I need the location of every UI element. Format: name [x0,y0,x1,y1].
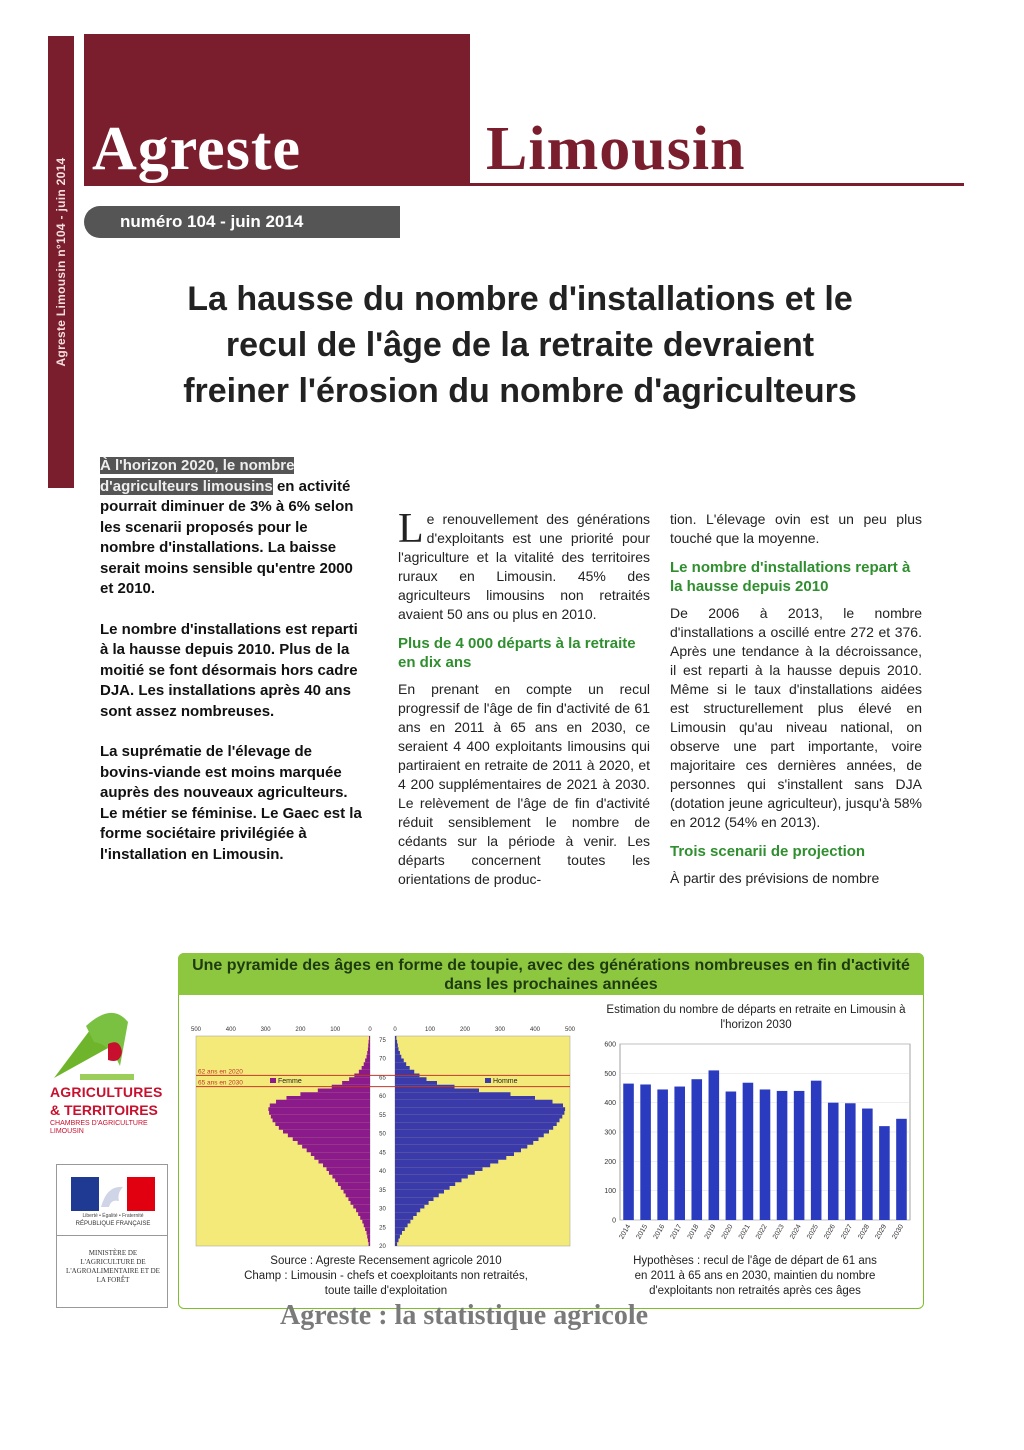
pyramid-bar-femme [327,1167,371,1171]
pyramid-x-tick: 200 [459,1027,471,1033]
bar-note-line-2: en 2011 à 65 ans en 2030, maintien du nombre [634,1270,876,1282]
pyramid-bar-homme [395,1190,444,1194]
bar-2018 [691,1079,702,1220]
bar-2019 [709,1070,720,1220]
pyramid-x-tick: 400 [529,1027,541,1033]
pyramid-bar-femme [368,1239,370,1243]
col1-paragraph-2: En prenant en compte un recul progressif de l'âge de fin d'activité de 61 ans en 2011 à 65 ans en 2030, ce seraient 4 400 exploitants limousins qui partiraient en retraite de 2011 à 2020, et 4 200 supplémentaires de 2021 à 2030. Le relèvement de l'âge de fin d'activité réduit sensiblement le nombre de cédants sur la période à venir. Les départs concernent toutes les orientations de produc- [398,681,650,887]
bar-x-tick: 2023 [771,1223,786,1241]
pyramid-bar-homme [395,1235,400,1239]
legend-swatch-homme [485,1078,491,1083]
pyramid-bar-femme [293,1137,370,1141]
pyramid-bar-femme [338,1182,370,1186]
pyramid-x-tick: 300 [494,1027,506,1033]
pyramid-bar-homme [395,1055,401,1059]
article-column-2 [670,510,922,888]
summary-paragraph-2: Le nombre d'installations est reparti à la hausse depuis 2010. Plus de la moitié se font désormais hors cadre DJA. Les installations après 40 ans sont assez nombreuses. [100,620,358,720]
marianne-flag-icon [71,1177,155,1211]
pyramid-y-tick: 30 [379,1206,386,1213]
col1-heading: Plus de 4 000 départs à la retraite en dix ans [398,635,636,671]
col2-paragraph-3: À partir des prévisions de nombre [670,870,880,886]
pyramid-bar-femme [362,1220,370,1224]
pyramid-y-tick: 45 [379,1150,386,1157]
pyramid-bar-homme [395,1104,563,1108]
pyramid-bar-femme [300,1092,370,1096]
pyramid-bar-homme [395,1122,557,1126]
bar-x-tick: 2014 [618,1223,633,1241]
pyramid-y-tick: 60 [379,1094,386,1100]
bar-2028 [862,1109,873,1220]
pyramid-bar-femme [368,1047,370,1051]
pyramid-bar-homme [395,1070,414,1074]
bar-2026 [828,1103,839,1220]
pyramid-bar-femme [341,1186,370,1190]
pyramid-bar-homme [395,1242,397,1246]
bar-y-tick: 400 [604,1100,616,1108]
pyramid-bar-homme [395,1137,539,1141]
pyramid-bar-homme [395,1201,429,1205]
col1-p1-text: e renouvellement des générations d'exploitants est une priorité pour l'agriculture et la vitalité des territoires ruraux en Limousin. 45% des agriculteurs limousins non retraités avaient 50 ans ou plus en 2010. [398,511,650,622]
headline-line-1: La hausse du nombre d'installations et le [187,280,853,318]
pyramid-bar-femme [369,1040,370,1044]
pyramid-bar-homme [395,1051,400,1055]
ag-name-1: AGRICULTURES [50,1084,163,1100]
pyramid-bar-homme [395,1179,462,1183]
pyramid-bar-femme [362,1066,370,1070]
headline-line-2: recul de l'âge de la retraite devraient [225,326,815,364]
pyramid-bar-femme [323,1164,370,1168]
pyramid-bar-femme [367,1055,370,1059]
pyramid-source-line-1: Source : Agreste Recensement agricole 2010 [270,1255,502,1267]
retirement-bar-chart [588,1036,918,1254]
bar-y-tick: 300 [604,1129,616,1137]
pyramid-y-tick: 20 [379,1244,386,1250]
pyramid-bar-homme [395,1220,410,1224]
pyramid-bar-femme [368,1044,370,1048]
pyramid-bar-homme [395,1209,420,1213]
pyramid-bar-femme [286,1096,370,1100]
pyramid-bar-femme [279,1126,370,1130]
col1-paragraph-1 [398,506,650,624]
bar-2024 [794,1091,805,1220]
bar-2025 [811,1081,822,1220]
pyramid-bar-femme [329,1171,370,1175]
pyramid-source-line-3: toute taille d'exploitation [324,1285,448,1297]
pyramid-bar-femme [298,1141,370,1145]
pyramid-bar-homme [395,1092,511,1096]
bar-x-tick: 2024 [788,1223,803,1241]
pyramid-bar-femme [364,1224,370,1228]
bar-x-tick: 2029 [874,1223,889,1241]
masthead-rule [84,183,964,186]
ministry-separator [57,1235,167,1236]
summary-paragraph-3: La suprématie de l'élevage de bovins-viande est moins marquée auprès des nouveaux agriculteurs. Le métier se féminise. Le Gaec est la forme sociétaire privilégiée à l'installation en Limousin. [100,743,362,863]
pyramid-bar-homme [395,1119,560,1123]
pyramid-bar-femme [358,1212,370,1216]
pyramid-bar-homme [395,1156,506,1160]
pyramid-x-tick: 300 [260,1027,271,1033]
pyramid-bar-homme [395,1044,398,1048]
pyramid-bar-homme [395,1205,424,1209]
summary-paragraph-1 [100,456,362,600]
pyramid-bar-femme [367,1051,370,1055]
pyramid-y-tick: 70 [379,1056,386,1063]
ministry-name: MINISTÈRE DE L'AGRICULTURE DE L'AGROALIMENTAIRE ET DE LA FORÊT [66,1249,160,1284]
pyramid-bar-femme [346,1194,370,1198]
pyramid-x-tick: 500 [564,1027,575,1033]
pyramid-bar-homme [395,1134,544,1138]
bar-x-tick: 2022 [754,1223,769,1241]
pyramid-y-tick: 50 [379,1131,386,1138]
issue-badge: numéro 104 - juin 2014 [84,206,400,238]
pyramid-bar-homme [395,1227,405,1231]
pyramid-bar-homme [395,1212,417,1216]
pyramid-bar-homme [395,1040,397,1044]
pyramid-bar-homme [395,1239,399,1243]
pyramid-bar-homme [395,1107,565,1111]
pyramid-bar-femme [349,1077,370,1081]
pyramid-bar-femme [364,1062,370,1066]
pyramid-bar-homme [395,1062,406,1066]
pyramid-bar-femme [369,1242,370,1246]
pyramid-bar-homme [395,1096,535,1100]
col2-heading-2: Trois scenarii de projection [670,843,866,860]
bar-y-tick: 500 [604,1070,616,1078]
pyramid-bar-femme [302,1145,370,1149]
headline-line-3: freiner l'érosion du nombre d'agriculteurs [183,372,857,410]
bar-x-tick: 2016 [652,1223,667,1241]
pyramid-bar-homme [395,1145,527,1149]
summary-p1-rest: en activité pourrait diminuer de 3% à 6% selon les scenarii proposés pour le nombre d'installations. La baisse serait moins sensible qu'entre 2000 et 2010. [100,477,354,597]
bar-note-line-3: d'exploitants non retraités après ces âges [649,1285,861,1297]
bar-2029 [879,1126,890,1220]
pyramid-x-tick: 200 [295,1027,306,1033]
bar-chart-note [600,1254,910,1299]
bar-x-tick: 2028 [857,1223,872,1241]
pyramid-bar-femme [276,1100,370,1104]
pyramid-bar-femme [275,1122,370,1126]
bar-2020 [726,1092,737,1220]
chambres-agriculture-logo [50,1008,170,1148]
legend-swatch-femme [270,1078,276,1083]
ministry-logo [56,1164,168,1308]
pyramid-bar-homme [395,1036,396,1040]
pyramid-source [196,1254,576,1299]
pyramid-bar-femme [365,1059,370,1063]
pyramid-bar-homme [395,1059,404,1063]
col2-paragraph-1: tion. L'élevage ovin est un peu plus touché que la moyenne. [670,511,922,546]
bar-2023 [777,1091,788,1220]
pyramid-bar-femme [318,1089,370,1093]
pyramid-bar-homme [395,1224,408,1228]
pyramid-bar-homme [395,1152,514,1156]
pyramid-bar-homme [395,1047,399,1051]
pyramid-bar-homme [395,1216,413,1220]
pyramid-bar-homme [395,1160,498,1164]
summary-highlight: À l'horizon 2020, le nombre d'agriculteurs limousins [100,457,295,495]
pyramid-bar-homme [395,1149,521,1153]
bar-2027 [845,1103,856,1220]
pyramid-x-tick: 0 [393,1027,397,1033]
pyramid-annotation: 65 ans en 2030 [198,1079,243,1087]
bar-x-tick: 2025 [806,1223,820,1241]
pyramid-bar-femme [351,1201,370,1205]
ag-name-3: CHAMBRES D'AGRICULTURE LIMOUSIN [50,1120,148,1135]
bar-x-tick: 2015 [635,1223,650,1241]
side-label-text: Agreste Limousin n°104 - juin 2014 [54,157,68,367]
pyramid-bar-homme [395,1130,549,1134]
pyramid-x-tick: 500 [190,1027,202,1033]
bar-2017 [674,1087,685,1220]
headline [110,276,930,414]
pyramid-bar-femme [367,1231,370,1235]
ministry-motto: Liberté • Égalité • Fraternité [82,1213,144,1219]
pyramid-bar-homme [395,1081,437,1085]
pyramid-bar-homme [395,1182,455,1186]
pyramid-y-tick: 40 [379,1169,386,1175]
bar-x-tick: 2019 [703,1223,718,1241]
pyramid-y-tick: 55 [379,1112,386,1119]
pyramid-bar-femme [273,1119,370,1123]
bar-2016 [657,1089,668,1220]
bar-y-tick: 600 [604,1041,616,1049]
pyramid-bar-femme [283,1130,370,1134]
bar-y-tick: 100 [604,1188,616,1196]
legend-label-femme: Femme [278,1078,302,1085]
summary [100,456,362,885]
pyramid-bar-femme [288,1134,370,1138]
pyramid-bar-homme [395,1186,450,1190]
pyramid-y-tick: 25 [379,1225,386,1232]
side-label [48,36,74,488]
pyramid-bar-homme [395,1231,402,1235]
pyramid-bar-femme [269,1111,370,1115]
pyramid-bar-femme [271,1115,370,1119]
pyramid-bar-femme [311,1152,370,1156]
masthead-agreste: Agreste [92,115,301,183]
pyramid-bar-femme [268,1107,370,1111]
pyramid-y-tick: 35 [379,1187,386,1194]
bar-2030 [896,1119,907,1220]
pyramid-bar-femme [353,1205,370,1209]
pyramid-bar-femme [348,1197,370,1201]
tagline: Agreste : la statistique agricole [280,1300,649,1331]
pyramid-bar-homme [395,1171,475,1175]
pyramid-bar-femme [314,1156,370,1160]
bar-x-tick: 2030 [891,1223,906,1241]
bar-x-tick: 2027 [840,1223,855,1241]
pyramid-bar-homme [395,1164,490,1168]
ag-name-2: & TERRITOIRES [50,1102,158,1118]
col2-paragraph-2: De 2006 à 2013, le nombre d'installations a oscillé entre 272 et 376. Après une tendance à la décroissance, il est reparti à la hausse depuis 2010. Même si le taux d'installations aidées est structurellement plus élevé en Limousin qu'au niveau national, on observe une part importante, voire majoritaire ces dernières années, de personnes qui s'installent sans DJA (dotation jeune agriculteur), jusqu'à 58% en 2012 (54% en 2013). [670,605,922,830]
article-column-1 [398,506,650,889]
bar-note-line-1: Hypothèses : recul de l'âge de départ de 61 ans [633,1255,877,1267]
bar-2021 [743,1083,754,1220]
pyramid-bar-femme [335,1179,370,1183]
pyramid-bar-femme [342,1081,370,1085]
pyramid-x-tick: 0 [368,1027,372,1033]
pyramid-bar-homme [395,1167,483,1171]
pyramid-y-tick: 65 [379,1075,386,1082]
pyramid-bar-homme [395,1077,427,1081]
pyramid-x-tick: 400 [225,1027,236,1033]
pyramid-bar-homme [395,1194,439,1198]
pyramid-bar-homme [395,1111,564,1115]
col2-heading-1: Le nombre d'installations repart à la hausse depuis 2010 [670,559,911,595]
masthead-limousin: Limousin [486,115,746,183]
bar-y-tick: 0 [612,1217,616,1225]
figure-title: Une pyramide des âges en forme de toupie, avec des générations nombreuses en fin d'activité dans les prochaines années [178,953,924,995]
bar-x-tick: 2018 [686,1223,701,1241]
bar-y-tick: 200 [604,1158,616,1166]
pyramid-bar-femme [344,1190,370,1194]
bar-x-tick: 2017 [669,1223,684,1241]
pyramid-bar-femme [332,1175,370,1179]
pyramid-bar-homme [395,1066,410,1070]
pyramid-bar-homme [395,1126,553,1130]
pyramid-bar-femme [356,1209,370,1213]
ag-emblem-icon [50,1008,140,1082]
pyramid-bar-homme [395,1141,533,1145]
pyramid-x-tick: 100 [424,1027,436,1033]
ministry-republic: RÉPUBLIQUE FRANÇAISE [75,1221,151,1227]
pyramid-bar-femme [359,1070,370,1074]
pyramid-x-tick: 100 [330,1027,341,1033]
age-pyramid-chart [190,1022,575,1250]
legend-label-homme: Homme [493,1078,518,1085]
bar-x-tick: 2020 [720,1223,735,1241]
bar-chart-title: Estimation du nombre de départs en retraite en Limousin à l'horizon 2030 [606,1004,906,1031]
pyramid-bar-femme [369,1036,370,1040]
bar-x-tick: 2026 [823,1223,837,1241]
pyramid-bar-homme [395,1089,479,1093]
pyramid-bar-femme [365,1227,370,1231]
bar-2015 [640,1084,651,1220]
pyramid-bar-femme [270,1104,370,1108]
bar-2022 [760,1089,771,1220]
pyramid-bar-femme [307,1149,370,1153]
pyramid-bar-homme [395,1197,434,1201]
pyramid-y-tick: 75 [379,1037,386,1044]
pyramid-bar-femme [360,1216,370,1220]
drop-cap: L [398,506,424,552]
pyramid-bar-homme [395,1175,468,1179]
pyramid-bar-homme [395,1100,553,1104]
pyramid-source-line-2: Champ : Limousin - chefs et coexploitants non retraités, [244,1270,528,1282]
pyramid-annotation: 62 ans en 2020 [198,1068,243,1076]
bar-2014 [623,1084,634,1220]
pyramid-bar-femme [318,1160,370,1164]
pyramid-bar-homme [395,1115,562,1119]
bar-x-tick: 2021 [737,1223,752,1241]
pyramid-bar-femme [367,1235,370,1239]
